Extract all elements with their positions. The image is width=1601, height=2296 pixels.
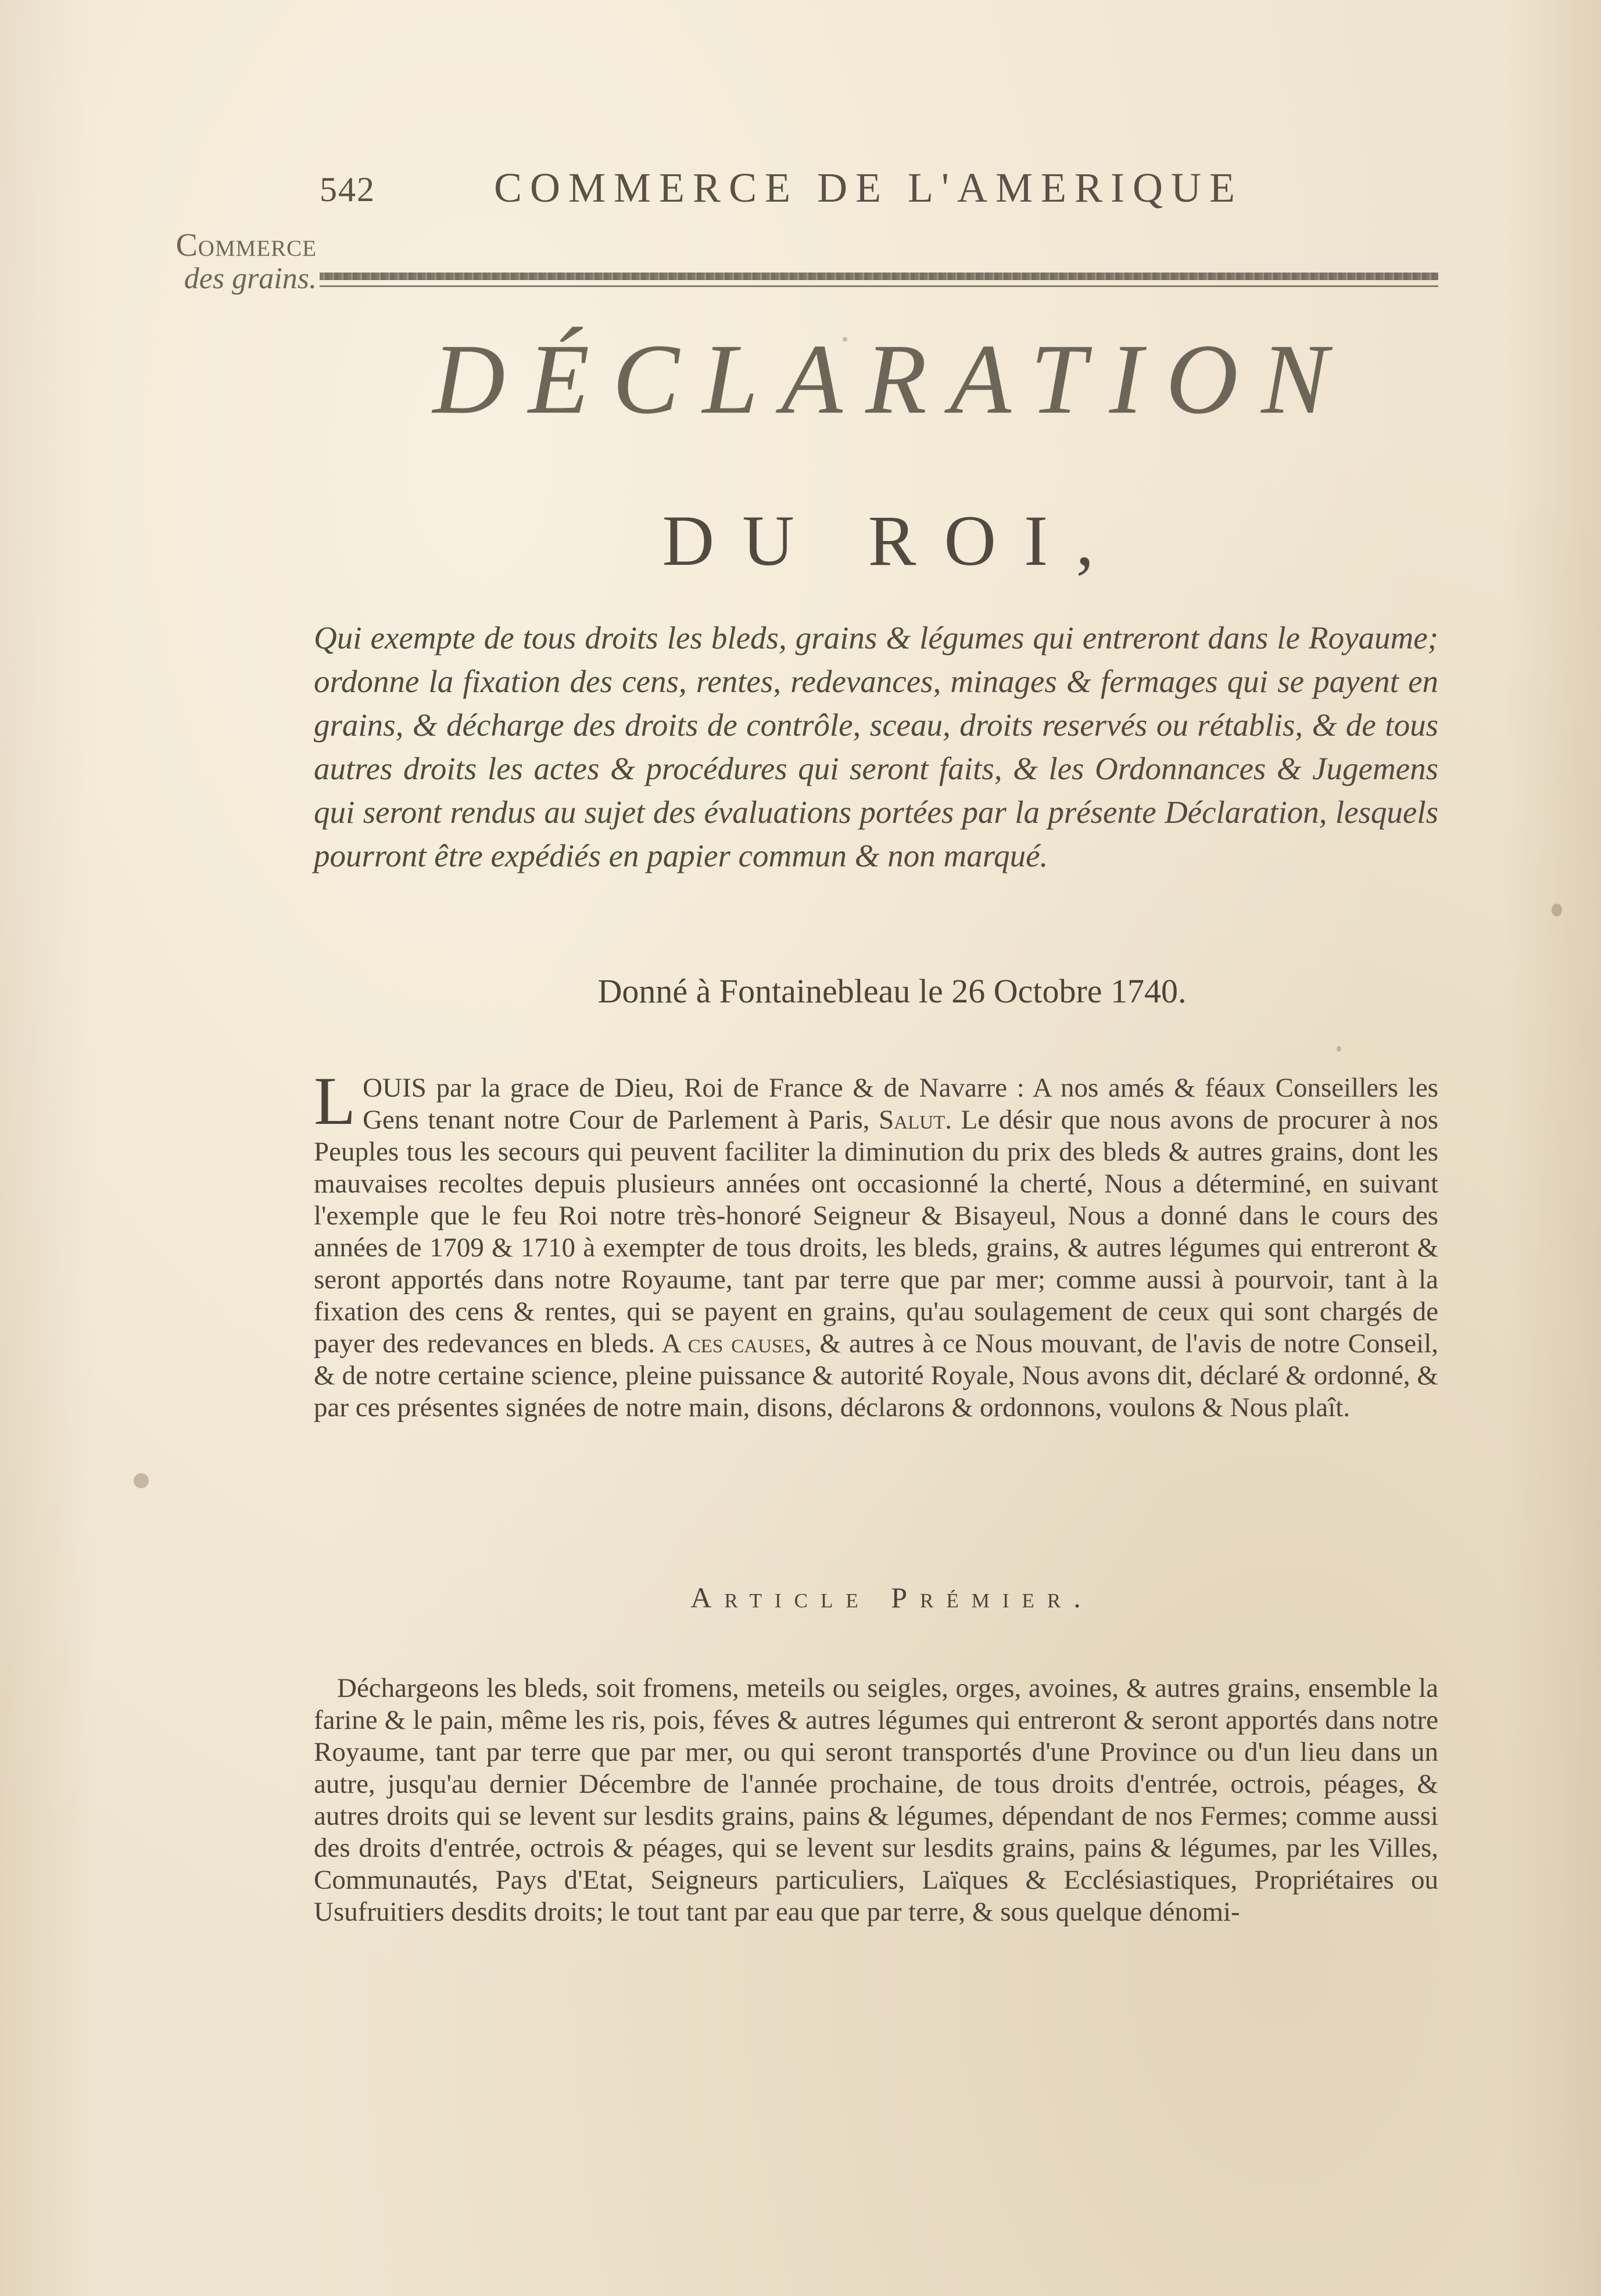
ornamental-rule-thin (320, 285, 1438, 287)
paper-speck (1552, 904, 1562, 916)
preamble-paragraph (314, 1063, 1439, 1424)
ornamental-rule-thick (320, 273, 1438, 280)
running-title: COMMERCE DE L'AMERIQUE (494, 164, 1243, 211)
preamble-text-2: Le désir que nous avons de procurer à nos Peuples tous les secours qui peuvent faciliter la diminution du prix des bleds & autres grains, dont les mauvaises recoltes depuis plusieurs années ont occasionné la cherté, Nous a déterminé, en suivant l'exemple que le feu Roi notre très-honoré Seigneur & Bisayeul, Nous a donné dans le cours des années de 1709 & 1710 à exempter de tous droits, les bleds, grains, & autres légumes qui entreront & seront apportés dans notre Royaume, tant par terre que par mer; comme aussi à pourvoir, tant à la fixation des cens & rentes, qui se payent en grains, qu'au soulagement de ceux qui sont chargés de payer des redevances en bleds. A (314, 1105, 1439, 1359)
salut-word: Salut. (879, 1105, 952, 1135)
paper-speck (843, 337, 847, 342)
margin-note (119, 227, 317, 296)
document-title: DÉCLARATION (432, 324, 1352, 435)
paper-speck (1337, 1046, 1341, 1052)
preamble-text-3: , & autres à ce Nous mouvant, de l'avis de notre Conseil, & de notre certaine science, pleine puissance & autorité Royale, Nous avons dit, déclaré & ordonné, & par ces présentes signées de notre main, disons, déclarons & ordonnons, voulons & Nous plaît. (314, 1328, 1439, 1423)
paper-speck (134, 1473, 149, 1488)
running-header (308, 164, 1325, 228)
summary-paragraph: Qui exempte de tous droits les bleds, grains & légumes qui entreront dans le Royaume; ordonne la fixation des cens, rentes, redevances, minages & fermages qui se payent en grains, & décharge des droits de contrôle, sceau, droits reservés ou rétablis, & de tous autres droits les actes & procédures qui seront faits, & les Ordonnances & Jugemens qui seront rendus au sujet des évaluations portées par la présente Déclaration, lesquels pourront être expédiés en papier commun & non marqué. (314, 620, 1438, 873)
document-subtitle: DU ROI, (662, 501, 1122, 581)
article-paragraph: Déchargeons les bleds, soit fromens, meteils ou seigles, orges, avoines, & autres grains, ensemble la farine & le pain, même les ris, pois, féves & autres légumes qui entreront & seront apportés dans notre Royaume, tant par terre que par mer, ou qui seront transportés d'une Province ou d'un lieu dans un autre, jusqu'au dernier Décembre de l'année prochaine, de tous droits d'entrée, octrois, péages, & autres droits qui se levent sur lesdits grains, pains & légumes, dépendant de nos Fermes; comme aussi des droits d'entrée, octrois & péages, qui se levent sur lesdits grains, pains & légumes, par les Villes, Communautés, Pays d'Etat, Seigneurs particuliers, Laïques & Ecclésiastiques, Propriétaires ou Usufruitiers desdits droits; le tout tant par eau que par terre, & sous quelque dénomi- (314, 1673, 1438, 1927)
ornamental-rule (320, 269, 1438, 290)
preamble-text-1: OUIS par la grace de Dieu, Roi de France & de Navarre : A nos amés & féaux Conseillers les Gens tenant notre Cour de Parlement à Paris, (363, 1073, 1438, 1135)
page-number: 542 (320, 170, 375, 209)
date-line: Donné à Fontainebleau le 26 Octobre 1740. (597, 972, 1187, 1010)
margin-note-line-2: des grains. (184, 262, 317, 295)
drop-cap: L (314, 1063, 356, 1139)
article-heading: Article Prémier. (690, 1581, 1094, 1614)
margin-note-line-1: Commerce (175, 227, 317, 263)
ces-causes-phrase: ces causes (687, 1328, 805, 1359)
